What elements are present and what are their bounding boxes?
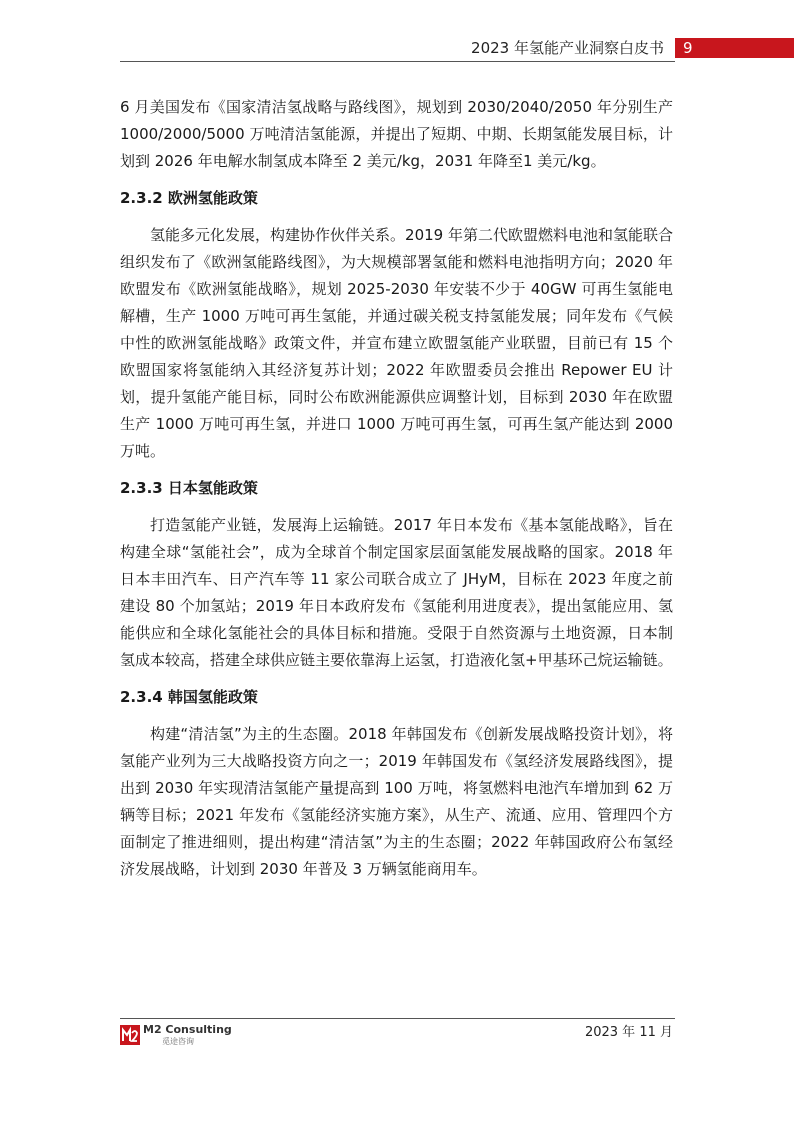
logo-company-subtitle: 觅途咨询 (162, 1037, 194, 1046)
paragraph-us-policy: 6 月美国发布《国家清洁氢战略与路线图》，规划到 2030/2040/2050 年分别生产 1000/2000/5000 万吨清洁氢能源，并提出了短期、中期、长期氢能发展目标，计划到 2026 年电解水制氢成本降至 2 美元/kg，2031 年降至1 美元/kg。 (120, 98, 673, 170)
page-header (0, 38, 794, 58)
company-logo (120, 1023, 250, 1051)
section-heading-europe: 2.3.2 欧洲氢能政策 (120, 189, 258, 207)
page-number-bar (675, 38, 794, 58)
publication-date: 2023 年 11 月 (584, 1025, 673, 1040)
m2-logo-icon (120, 1025, 140, 1045)
header-divider (120, 61, 675, 62)
paragraph-japan-policy: 打造氢能产业链，发展海上运输链。2017 年日本发布《基本氢能战略》，旨在构建全球“氢能社会”，成为全球首个制定国家层面氢能发展战略的国家。2018 年日本丰田汽车、日产汽车等 11 家公司联合成立了 JHyM，目标在 2023 年度之前建设 80 个加氢站；2019 年日本政府发布《氢能利用进度表》，提出氢能应用、氢能供应和全球化氢能社会的具体目标和措施。受限于自然资源与土地资源，日本制氢成本较高，搭建全球供应链主要依靠海上运氢，打造液化氢+甲基环己烷运输链。 (120, 516, 673, 669)
paragraph-europe-policy: 氢能多元化发展，构建协作伙伴关系。2019 年第二代欧盟燃料电池和氢能联合组织发布了《欧洲氢能路线图》，为大规模部署氢能和燃料电池指明方向；2020 年欧盟发布《欧洲氢能战略》，规划 2025-2030 年安装不少于 40GW 可再生氢能电解槽，生产 1000 万吨可再生氢能，并通过碳关税支持氢能发展；同年发布《气候中性的欧洲氢能战略》政策文件，并宣布建立欧盟氢能产业联盟，目前已有 15 个欧盟国家将氢能纳入其经济复苏计划；2022 年欧盟委员会推出 Repower EU 计划，提升氢能产能目标，同时公布欧洲能源供应调整计划，目标到 2030 年在欧盟生产 1000 万吨可再生氢，并进口 1000 万吨可再生氢，可再生氢产能达到 2000 万吨。 (120, 226, 673, 460)
section-heading-korea: 2.3.4 韩国氢能政策 (120, 688, 258, 706)
footer-divider (120, 1018, 675, 1019)
document-title: 2023 年氢能产业洞察白皮书 (471, 39, 664, 57)
page-body (120, 94, 673, 883)
paragraph-korea-policy: 构建“清洁氢”为主的生态圈。2018 年韩国发布《创新发展战略投资计划》，将氢能产业列为三大战略投资方向之一；2019 年韩国发布《氢经济发展路线图》，提出到 2030 年实现清洁氢能产量提高到 100 万吨，将氢燃料电池汽车增加到 62 万辆等目标；2021 年发布《氢能经济实施方案》，从生产、流通、应用、管理四个方面制定了推进细则，提出构建“清洁氢”为主的生态圈；2022 年韩国政府公布氢经济发展战略，计划到 2030 年普及 3 万辆氢能商用车。 (120, 725, 673, 878)
logo-company-name: M2 Consulting (143, 1023, 232, 1036)
section-heading-japan: 2.3.3 日本氢能政策 (120, 479, 258, 497)
page-number: 9 (683, 39, 693, 57)
